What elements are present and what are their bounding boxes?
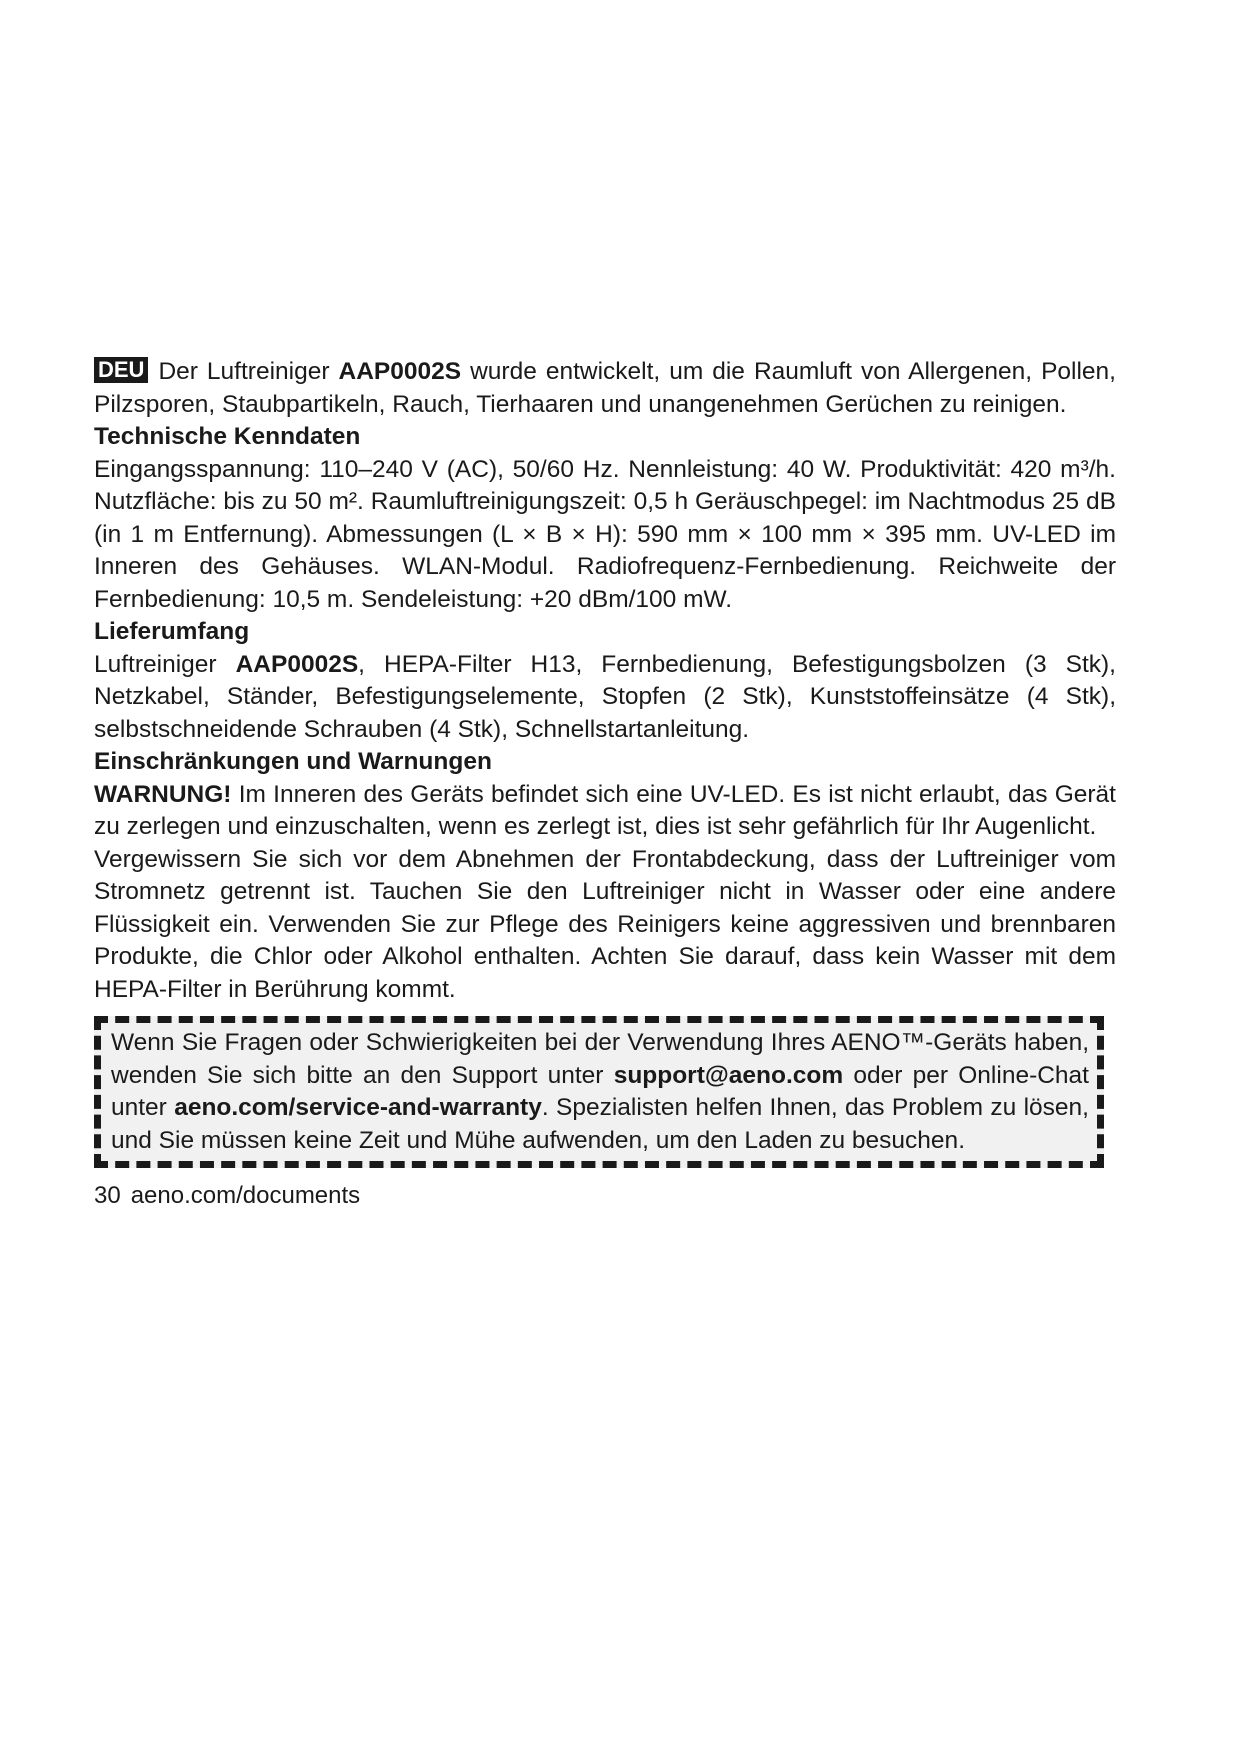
warnings-heading: Einschränkungen und Warnungen [94,748,492,775]
page-number: 30 [94,1182,121,1209]
support-url: aeno.com/service-and-warranty [174,1094,542,1121]
delivery-heading: Lieferumfang [94,618,250,645]
support-text-1: Wenn Sie Fragen oder Schwierigkeiten bei der Verwendung Ihres AENO™-Geräts haben, wenden Sie sich bitte an den Support unter [111,1029,1089,1089]
care-paragraph: Vergewissern Sie sich vor dem Abnehmen der Frontabdeckung, dass der Luftreiniger vom Stromnetz getrennt ist. Tauchen Sie den Luftreiniger nicht in Wasser oder eine andere Flüssigkeit ein. Verwenden Sie zur Pflege des Reinigers keine aggressiven und brennbaren Produkte, die Chlor oder Alkohol enthalten. Achten Sie darauf, dass kein Wasser mit dem HEPA-Filter in Berührung kommt. [94,845,1116,1003]
support-box [94,1016,1104,1168]
support-email: support@aeno.com [613,1061,844,1089]
support-text-2: oder per Online-Chat unter [111,1061,1089,1121]
warning-paragraph [94,779,1116,844]
delivery-model-name: AAP0002S [235,650,359,678]
intro-text-after: wurde entwickelt, um die Raumluft von Allergenen, Pollen, Pilzsporen, Staubpartikeln, Rauch, Tierhaaren und unangenehmen Gerüchen zu reinigen. [94,358,1116,418]
intro-model-name: AAP0002S [338,358,462,385]
language-badge: DEU [94,357,148,383]
page-footer [94,1180,1116,1213]
warning-text: Im Inneren des Geräts befindet sich eine UV-LED. Es ist nicht erlaubt, das Gerät zu zerlegen und einzuschalten, wenn es zerlegt ist, dies ist sehr gefährlich für Ihr Augenlicht. [94,780,1116,840]
support-text-3: . Spezialisten helfen Ihnen, das Problem zu lösen, und Sie müssen keine Zeit und Mühe aufwenden, um den Laden zu besuchen. [111,1094,1089,1154]
document-page [94,356,1116,1213]
delivery-text-after: , HEPA-Filter H13, Fernbedienung, Befestigungsbolzen (3 Stk), Netzkabel, Ständer, Befestigungselemente, Stopfen (2 Stk), Kunststoffeinsätze (4 Stk), selbstschneidende Schrauben (4 Stk), Schnellstartanleitung. [94,650,1116,743]
specs-heading: Technische Kenndaten [94,423,361,450]
delivery-paragraph [94,649,1116,747]
footer-url: aeno.com/documents [130,1182,361,1209]
intro-paragraph [94,356,1116,421]
warning-label: WARNUNG! [94,780,232,808]
specs-paragraph: Eingangsspannung: 110–240 V (AC), 50/60 Hz. Nennleistung: 40 W. Produktivität: 420 m³/h. Nutzfläche: bis zu 50 m². Raumluftreinigungszeit: 0,5 h Geräuschpegel: im Nachtmodus 25 dB (in 1 m Entfernung). Abmessungen (L × B × H): 590 mm × 100 mm × 395 mm. UV-LED im Inneren des Gehäuses. WLAN-Modul. Radiofrequenz-Fernbedienung. Reichweite der Fernbedienung: 10,5 m. Sendeleistung: +20 dBm/100 mW. [94,455,1116,613]
intro-text-before: Der Luftreiniger [158,358,339,385]
delivery-text-before: Luftreiniger [94,650,236,678]
